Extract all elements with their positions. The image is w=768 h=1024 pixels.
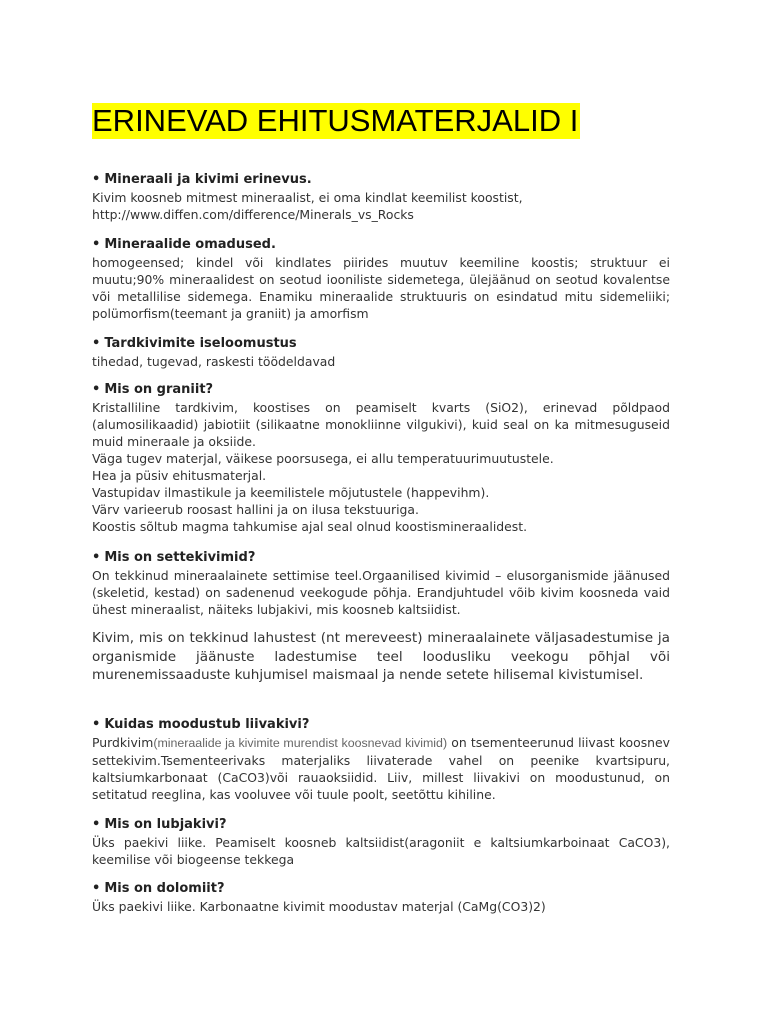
section-tardkivimite	[92, 335, 670, 370]
text-line: Üks paekivi liike. Karbonaatne kivimit moodustav materjal (CaMg(CO3)2)	[92, 899, 546, 914]
section-heading: • Tardkivimite iseloomustus	[92, 336, 297, 351]
section-dolomiit	[92, 880, 670, 915]
section-liivakivi	[92, 716, 670, 803]
section-heading: • Kuidas moodustub liivakivi?	[92, 717, 310, 732]
section-heading: • Mis on graniit?	[92, 382, 214, 397]
bullet-icon: •	[92, 382, 101, 397]
text-line: Värv varieerub roosast hallini ja on ilusa tekstuuriga.	[92, 502, 419, 517]
section-heading: • Mis on lubjakivi?	[92, 817, 227, 832]
section-heading: • Mineraali ja kivimi erinevus.	[92, 172, 312, 187]
text-line: Koostis sõltub magma tahkumise ajal seal olnud koostismineraalidest.	[92, 519, 528, 534]
section-heading: • Mis on dolomiit?	[92, 881, 225, 896]
section-paragraph: homogeensed; kindel või kindlates piirides muutuv keemiline koostis; struktuur ei muutu;90% mineraalidest on seotud iooniliste sidemetega, ülejäänud on seotud kovalentse või metallilise sidemega. Enamiku mineraalide struktuuris on esindatud mitu sidemeliiki; polümorfism(teemant ja graniit) ja amorfism	[92, 255, 670, 321]
bullet-icon: •	[92, 237, 101, 252]
bullet-icon: •	[92, 550, 101, 565]
section-paragraph-large: Kivim, mis on tekkinud lahustest (nt mereveest) mineraalainete väljasadestumise ja organismide jäänuste ladestumise teel loodusliku veekogu põhjal või murenemissaaduste kuhjumisel maismaal ja nende setete hilisemal kivistumisel.	[92, 630, 670, 683]
text-line: Kivim koosneb mitmest mineraalist, ei oma kindlat keemilist koostist,	[92, 190, 523, 205]
section-paragraph: Üks paekivi liike. Peamiselt koosneb kaltsiidist(aragoniit e kaltsiumkarboinaat CaCO3), keemilise või biogeense tekkega	[92, 835, 670, 867]
bullet-icon: •	[92, 172, 101, 187]
text-line: Vastupidav ilmastikule ja keemilistele mõjutustele (happevihm).	[92, 485, 490, 500]
section-heading: • Mis on settekivimid?	[92, 550, 256, 565]
bullet-icon: •	[92, 336, 101, 351]
section-lubjakivi	[92, 816, 670, 868]
bullet-icon: •	[92, 817, 101, 832]
text-line: tihedad, tugevad, raskesti töödeldavad	[92, 354, 336, 369]
section-heading: • Mineraalide omadused.	[92, 237, 276, 252]
section-paragraph: Kristalliline tardkivim, koostises on peamiselt kvarts (SiO2), erinevad põldpaod (alumosilikaadid) jabiotiit (silikaatne monokliinne vilgukivi), kuid seal on ka mitmesuguseid muid mineraale ja oksiide.	[92, 400, 670, 449]
section-mineraalide-omadused	[92, 236, 670, 322]
text-line: Väga tugev materjal, väikese poorsusega, ei allu temperatuurimuutustele.	[92, 451, 554, 466]
section-paragraph: On tekkinud mineraalainete settimise teel.Orgaanilised kivimid – elusorganismide jäänused (skeletid, kestad) on sadenenud veekogude põhja. Erandjuhtudel võib kivim koosneda vaid ühest mineraalist, näiteks lubjakivi, mis koosneb kaltsiidist.	[92, 568, 670, 617]
text-line: Hea ja püsiv ehitusmaterjal.	[92, 468, 267, 483]
section-paragraph: Purdkivim(mineraalide ja kivimite murendist koosnevad kivimid) on tsementeerunud liivast koosnev settekivim.Tsementeerivaks materjaliks liivaterade vahel on peenike kvartsipuru, kaltsiumkarbonaat (CaCO3)või rauaoksiidid. Liiv, millest liivakivi on moodustunud, on setitatud reeglina, kas vooluvee või tuule poolt, seetõttu kihiline.	[92, 735, 670, 802]
bullet-icon: •	[92, 881, 101, 896]
document-title: ERINEVAD EHITUSMATERJALID I	[92, 103, 579, 138]
bullet-icon: •	[92, 717, 101, 732]
section-mineraali-kivimi	[92, 171, 670, 223]
grey-note: (mineraalide ja kivimite murendist koosnevad kivimid)	[153, 736, 448, 750]
section-graniit	[92, 381, 670, 535]
url-link[interactable]: http://www.diffen.com/difference/Minerals_vs_Rocks	[92, 207, 414, 222]
section-settekivimid	[92, 549, 670, 685]
